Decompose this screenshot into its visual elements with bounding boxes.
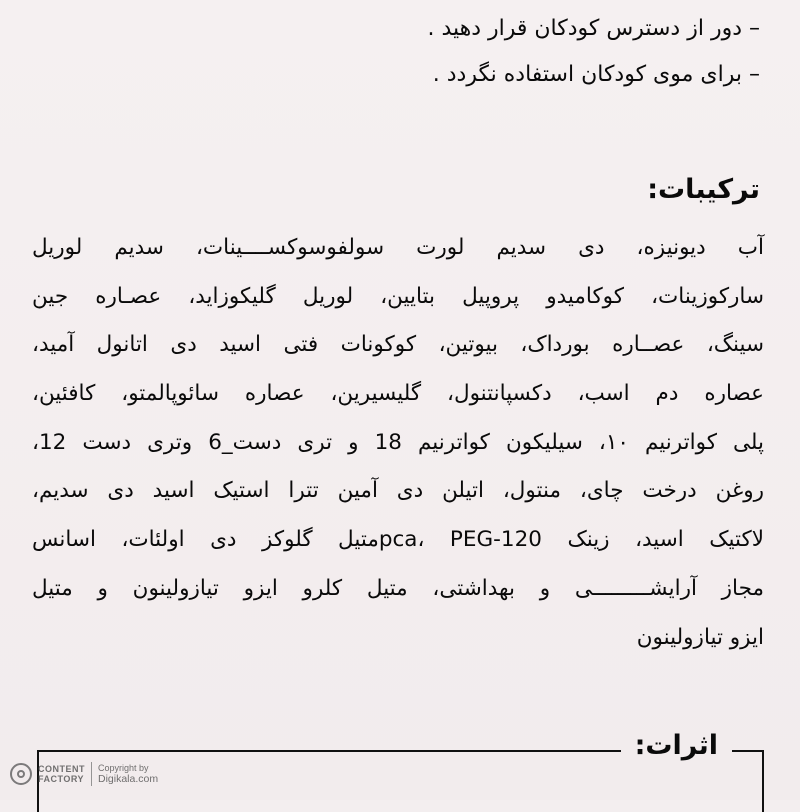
warning-item: – برای موی کودکان استفاده نگردد . xyxy=(432,62,760,87)
ingredients-line: لاکتیک اسید، زینک pca، PEG-120متیل گلوکز دی اولئات، اسانس xyxy=(32,527,764,553)
ingredients-line: سینگ، عصــاره بورداک، بیوتین، کوکونات فتی اسید دی اتانول آمید، xyxy=(32,332,764,358)
ingredients-line: پلی کواترنیم ۱۰، سیلیکون کواترنیم 18 و تری دست_6 وتری دست 12، xyxy=(32,429,764,455)
ingredients-paragraph xyxy=(32,228,764,666)
watermark xyxy=(10,762,158,786)
watermark-brand-line2: FACTORY xyxy=(38,774,85,784)
content-factory-logo-icon xyxy=(10,763,32,785)
ingredients-line: ایزو تیازولینون xyxy=(636,624,764,650)
watermark-brand xyxy=(38,764,85,784)
warning-item: – دور از دسترس کودکان قرار دهید . xyxy=(427,16,760,41)
ingredients-line: آب دیونیزه، دی سدیم لورت سولفوسوکســــینات، سدیم لوریل xyxy=(32,235,764,260)
watermark-copyright-text: Copyright by xyxy=(98,763,149,773)
ingredients-line: عصاره دم اسب، دکسپانتنول، گلیسیرین، عصاره سائوپالمتو، کافئین، xyxy=(32,381,764,407)
effects-heading: اثرات: xyxy=(621,730,732,761)
ingredients-heading: ترکیبات: xyxy=(647,174,760,205)
ingredients-line: مجاز آرایشـــــــــی و بهداشتی، متیل کلرو ایزو تیازولینون و متیل xyxy=(32,575,764,601)
watermark-site: Digikala.com xyxy=(98,773,159,785)
watermark-divider xyxy=(91,762,92,786)
ingredients-line: سارکوزینات، کوکامیدو پروپیل بتایین، لوریل گلیکوزاید، عصـاره جین xyxy=(32,283,764,309)
watermark-copyright xyxy=(98,763,158,785)
ingredients-line: روغن درخت چای، منتول، اتیلن دی آمین تترا استیک اسید دی سدیم، xyxy=(32,478,764,504)
watermark-brand-line1: CONTENT xyxy=(38,764,85,774)
